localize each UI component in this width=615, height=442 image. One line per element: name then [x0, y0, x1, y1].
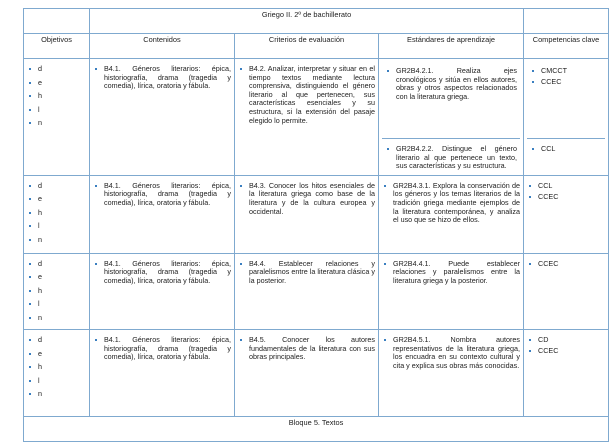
- bloque-row: [24, 417, 609, 442]
- objetivo-item: e: [27, 79, 86, 93]
- objetivo-item: h: [27, 209, 86, 223]
- objetivos-cell: [24, 253, 90, 330]
- objetivo-item: h: [27, 287, 86, 301]
- criterios-cell: [235, 175, 379, 253]
- estandar-text: GR2B4.3.1. Explora la conservación de los géneros y los temas literarios de la tradición griega mediante ejemplos de la literatura contemporánea, y analiza el uso que se hizo de ellos.: [382, 182, 520, 225]
- table-row: [24, 175, 609, 253]
- title-row: [24, 9, 609, 34]
- estandar-text: GR2B4.2.2. Distingue el género literario al que pertenece un texto, sus características y su estructura.: [385, 145, 517, 171]
- table-title: Griego II. 2º de bachillerato: [90, 9, 524, 34]
- competencia-item: CCEC: [527, 193, 605, 204]
- competencia-item: CCEC: [527, 347, 605, 358]
- contenido-text: B4.1. Géneros literarios: épica, historiografía, drama (tragedia y comedia), lírica, oratoria y fábula.: [93, 336, 231, 362]
- estandar-text: GR2B4.4.1. Puede establecer relaciones y paralelismos entre la literatura griega y la posterior.: [382, 260, 520, 286]
- contenidos-cell: [90, 59, 235, 176]
- competencia-item: CCL: [530, 145, 602, 156]
- contenidos-cell: [90, 253, 235, 330]
- contenido-text: B4.1. Géneros literarios: épica, historiografía, drama (tragedia y comedia), lírica, oratoria y fábula.: [93, 182, 231, 208]
- header-competencias: Competencias clave: [524, 34, 609, 59]
- header-objetivos: Objetivos: [24, 34, 90, 59]
- table-row: [24, 59, 609, 176]
- competencia-item: CCEC: [530, 78, 602, 89]
- criterio-text: B4.5. Conocer los autores fundamentales de la literatura con sus obras principales.: [238, 336, 375, 362]
- contenido-text: B4.1. Géneros literarios: épica, historiografía, drama (tragedia y comedia), lírica, oratoria y fábula.: [93, 65, 231, 91]
- objetivo-item: e: [27, 350, 86, 364]
- estandar-text: GR2B4.5.1. Nombra autores representativos de la literatura griega, los encuadra en su contexto cultural y cita y explica sus obras más conocidas.: [382, 336, 520, 370]
- curriculum-table: [23, 8, 609, 442]
- table-row: [24, 330, 609, 417]
- contenido-text: B4.1. Géneros literarios: épica, historiografía, drama (tragedia y comedia), lírica, oratoria y fábula.: [93, 260, 231, 286]
- bloque-title: Bloque 5. Textos: [24, 417, 609, 442]
- competencia-item: CD: [527, 336, 605, 347]
- competencia-item: CCL: [527, 182, 605, 193]
- objetivo-item: d: [27, 260, 86, 274]
- objetivos-cell: [24, 330, 90, 417]
- competencias-cell: [524, 330, 609, 417]
- criterio-text: B4.3. Conocer los hitos esenciales de la literatura griega como base de la literatura y de la cultura europea y occidental.: [238, 182, 375, 216]
- competencias-cell: [524, 253, 609, 330]
- estandares-cell: [379, 253, 524, 330]
- criterio-text: B4.2. Analizar, interpretar y situar en el tiempo textos mediante lectura comprensiva, distinguiendo el género literario al que pertenecen, sus características esenciales y su estructura, si la extensión del pasaje elegido lo permite.: [238, 65, 375, 125]
- objetivo-item: l: [27, 300, 86, 314]
- objetivo-item: d: [27, 336, 86, 350]
- competencia-item: CCEC: [527, 260, 605, 271]
- objetivo-item: l: [27, 377, 86, 391]
- objetivo-item: n: [27, 390, 86, 404]
- title-right-cell: [524, 9, 609, 34]
- contenidos-cell: [90, 330, 235, 417]
- title-blank-cell: [24, 9, 90, 34]
- objetivo-item: n: [27, 119, 86, 133]
- header-estandares: Estándares de aprendizaje: [379, 34, 524, 59]
- estandares-cell: [379, 59, 524, 176]
- objetivo-item: e: [27, 195, 86, 209]
- objetivo-item: n: [27, 314, 86, 328]
- objetivo-item: d: [27, 65, 86, 79]
- estandares-cell: [379, 175, 524, 253]
- objetivo-item: d: [27, 182, 86, 196]
- objetivo-item: l: [27, 106, 86, 120]
- objetivo-item: h: [27, 92, 86, 106]
- competencias-cell: [524, 175, 609, 253]
- criterio-text: B4.4. Establecer relaciones y paralelismos entre la literatura clásica y la posterior.: [238, 260, 375, 286]
- objetivo-item: h: [27, 363, 86, 377]
- criterios-cell: [235, 59, 379, 176]
- objetivos-cell: [24, 59, 90, 176]
- header-contenidos: Contenidos: [90, 34, 235, 59]
- estandar-text: GR2B4.2.1. Realiza ejes cronológicos y sitúa en ellos autores, obras y otros aspectos relacionados con la literatura griega.: [385, 67, 517, 101]
- competencia-item: CMCCT: [530, 67, 602, 78]
- objetivo-item: e: [27, 273, 86, 287]
- header-row: [24, 34, 609, 59]
- objetivos-cell: [24, 175, 90, 253]
- criterios-cell: [235, 253, 379, 330]
- header-criterios: Criterios de evaluación: [235, 34, 379, 59]
- competencias-cell: [524, 59, 609, 176]
- estandares-cell: [379, 330, 524, 417]
- contenidos-cell: [90, 175, 235, 253]
- table-row: [24, 253, 609, 330]
- objetivo-item: l: [27, 222, 86, 236]
- objetivo-item: n: [27, 236, 86, 250]
- criterios-cell: [235, 330, 379, 417]
